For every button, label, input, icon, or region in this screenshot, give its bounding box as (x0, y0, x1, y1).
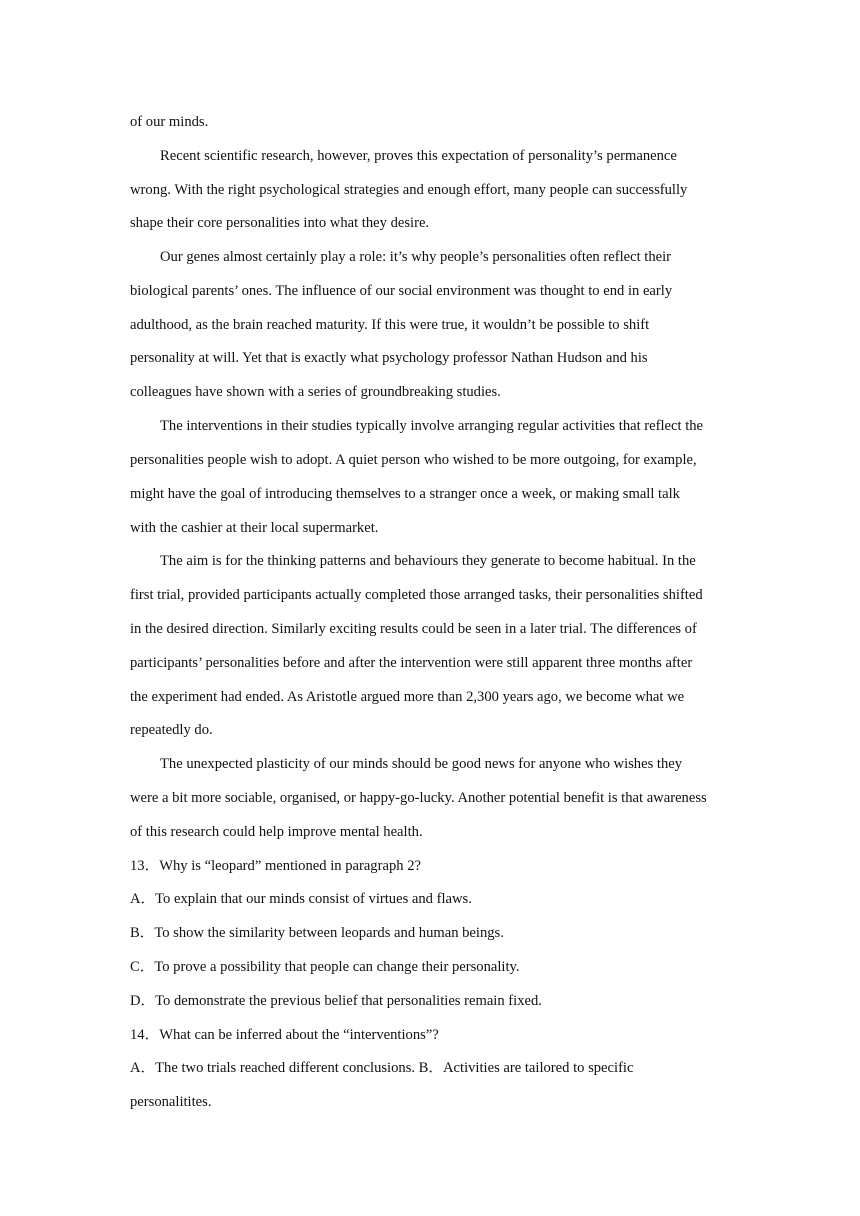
question-13-option-a: A．To explain that our minds consist of virtues and flaws. (130, 891, 472, 907)
paragraph-3-line-2: biological parents’ ones. The influence of our social environment was thought to end in early (130, 283, 673, 299)
paragraph-2-line-3: shape their core personalities into what they desire. (130, 215, 430, 231)
paragraph-3-line-4: personality at will. Yet that is exactly what psychology professor Nathan Hudson and his (130, 350, 648, 366)
paragraph-5-line-2: first trial, provided participants actually completed those arranged tasks, their personalities shifted (130, 587, 703, 603)
paragraph-4-line-1: The interventions in their studies typically involve arranging regular activities that reflect the (160, 418, 704, 434)
paragraph-3-line-5: colleagues have shown with a series of groundbreaking studies. (130, 384, 501, 400)
paragraph-6-line-2: were a bit more sociable, organised, or happy-go-lucky. Another potential benefit is that awareness (130, 790, 707, 806)
question-14-option-b-continued: personalitites. (130, 1094, 212, 1110)
paragraph-2-line-2: wrong. With the right psychological strategies and enough effort, many people can successfully (130, 182, 688, 198)
paragraph-3-line-3: adulthood, as the brain reached maturity. If this were true, it wouldn’t be possible to shift (130, 317, 650, 333)
question-13-option-c: C．To prove a possibility that people can change their personality. (130, 959, 520, 975)
paragraph-5-line-4: participants’ personalities before and after the intervention were still apparent three months after (130, 655, 693, 671)
paragraph-6-line-1: The unexpected plasticity of our minds should be good news for anyone who wishes they (160, 756, 683, 772)
paragraph-5-line-5: the experiment had ended. As Aristotle argued more than 2,300 years ago, we become what we (130, 689, 685, 705)
question-13-option-b: B．To show the similarity between leopards and human beings. (130, 925, 504, 941)
paragraph-4-line-3: might have the goal of introducing themselves to a stranger once a week, or making small talk (130, 486, 680, 502)
paragraph-4-line-4: with the cashier at their local supermarket. (130, 520, 379, 536)
paragraph-5-line-3: in the desired direction. Similarly exciting results could be seen in a later trial. The differences of (130, 621, 697, 637)
question-14: 14．What can be inferred about the “interventions”? (130, 1027, 439, 1043)
paragraph-2-line-1: Recent scientific research, however, proves this expectation of personality’s permanence (160, 148, 677, 164)
paragraph-4-line-2: personalities people wish to adopt. A quiet person who wished to be more outgoing, for example, (130, 452, 697, 468)
paragraph-1-line-1: of our minds. (130, 114, 209, 130)
question-14-options-a-b: A．The two trials reached different conclusions. B．Activities are tailored to specific (130, 1060, 634, 1076)
question-13-option-d: D．To demonstrate the previous belief that personalities remain fixed. (130, 993, 542, 1009)
question-13: 13．Why is “leopard” mentioned in paragraph 2? (130, 858, 421, 874)
paragraph-5-line-6: repeatedly do. (130, 722, 213, 738)
paragraph-5-line-1: The aim is for the thinking patterns and behaviours they generate to become habitual. In the (160, 553, 696, 569)
paragraph-6-line-3: of this research could help improve mental health. (130, 824, 423, 840)
paragraph-3-line-1: Our genes almost certainly play a role: it’s why people’s personalities often reflect their (160, 249, 672, 265)
